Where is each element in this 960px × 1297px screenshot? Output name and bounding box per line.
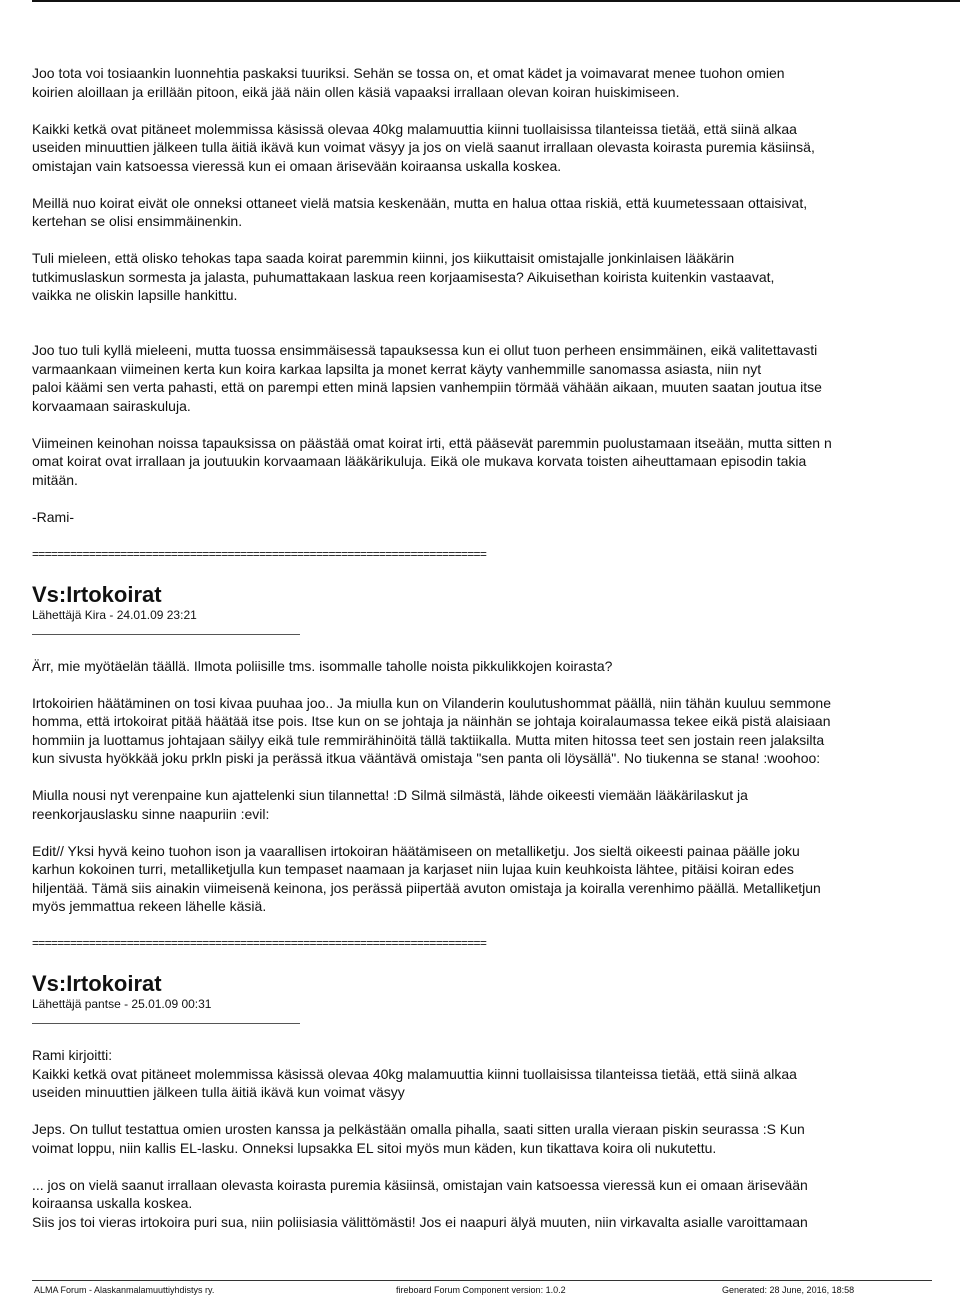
text-line: Joo tota voi tosiaankin luonnehtia paskaksi tuuriksi. Sehän se tossa on, et omat kädet ja voimavarat menee tuohon omien [32,65,785,81]
text-line: hommiin ja luottamus johtajaan säilyy eikä tule remmirähinöitä tällä taktiikalla. Mutta miten hitossa teet sen jostain reen jalaksilta [32,731,825,748]
post1-paragraph-3 [32,786,960,823]
text-line: Joo tuo tuli kyllä mieleeni, mutta tuossa ensimmäisessä tapauksessa kun ei ollut tuon perheen ensimmäinen, eikä valitettavasti [32,342,818,358]
text-line: Jeps. On tullut testattua omien urosten kanssa ja pelkästään omalla pihalla, saati sitten uralla vieraan piskin seurassa :S Kun [32,1121,805,1137]
meta-divider [32,1023,300,1024]
post-title: Vs:Irtokoirat [32,971,162,996]
post-meta: Lähettäjä Kira - 24.01.09 23:21 [32,607,197,622]
post1-paragraph-4 [32,842,960,916]
intro-paragraph-3 [32,194,960,231]
intro-paragraph-1 [32,64,960,101]
text-line: Viimeinen keinohan noissa tapauksissa on päästää omat koirat irti, että pääsevät paremmin puolustamaan itseään, mutta sitten n [32,434,832,451]
text-line: mitään. [32,471,78,488]
intro-paragraph-5 [32,341,960,415]
text-line: tutkimuslaskun sormesta ja jalasta, puhumattakaan laskua reen korjaamisesta? Aikuisethan koirista kuitenkin vastaavat, [32,268,775,285]
text-line: Meillä nuo koirat eivät ole onneksi ottaneet vielä matsia keskenään, mutta en halua ottaa riskiä, että kuumetessaan ottaisivat, [32,194,808,211]
text-line: kun sivusta hyökkää joku prkln piski ja perässä itkua vääntävä omistaja "sen panta oli löysällä". No tiukenna se stana! :woohoo: [32,750,821,766]
spacer [32,323,960,341]
text-line: omat koirat ovat irrallaan ja joutuukin korvaamaan lääkärikuluja. Eikä ole mukava korvata toisten aiheuttamaan episodin takia [32,453,807,469]
document-body [32,64,960,1231]
post2-paragraph-2 [32,1176,960,1232]
post-separator: ======================================================================== [32,546,487,561]
text-line: Ärr, mie myötäelän täällä. Ilmota poliisille tms. isommalle taholle noista pikkulikkojen koirasta? [32,657,613,674]
text-line: reenkorjauslasku sinne naapuriin :evil: [32,805,270,822]
text-line: Tuli mieleen, että olisko tehokas tapa saada koirat paremmin kiinni, jos kiikuttaisit omistajalle jonkinlaisen lääkärin [32,250,735,266]
quote-line: useiden minuuttien jälkeen tulla äitiä ikävä kun voimat väsyy [32,1084,405,1100]
post1-paragraph-1 [32,657,960,676]
text-line: voimat loppu, niin kallis EL-lasku. Onneksi lupsakka EL sitoi myös mun käden, kun tikattava koira oli nukutettu. [32,1139,717,1156]
meta-divider [32,634,300,635]
quote-block [32,1046,960,1102]
quote-heading: Rami kirjoitti: [32,1047,113,1063]
text-line: kertehan se olisi ensimmäinenkin. [32,213,243,229]
text-line: omistajan vain katsoessa vieressä kun ei omaan ärisevään koiraansa uskalla koskea. [32,157,562,174]
text-line: paloi käämi sen verta pahasti, että on parempi etten minä lapsien vanhempiin törmää vähään aikaan, muuten saatan joutua itse [32,379,822,395]
intro-paragraph-4 [32,249,960,305]
quote-line: Kaikki ketkä ovat pitäneet molemmissa käsissä olevaa 40kg malamuuttia kiinni tuollaisissa tilanteissa tietää, että siinä alkaa [32,1065,797,1082]
text-line: homma, että irtokoirat pitää häätää itse pois. Itse kun on se johtaja ja näinhän se johtaja koiralaumassa tekee eikä pistä alaisiaan [32,713,831,729]
page-footer [32,1280,932,1295]
text-line: Miulla nousi nyt verenpaine kun ajattelenki siun tilannetta! :D Silmä silmästä, lähde oikeesti viemään lääkärilaskut ja [32,787,748,803]
intro-paragraph-6 [32,434,960,490]
signature: -Rami- [32,508,74,525]
text-line: hiljentää. Tämä siis ainakin viimeisenä keinona, jos perässä piipertää avuton omistaja ja koiralla verenhimo päällä. Metalliketjun [32,879,821,896]
text-line: Kaikki ketkä ovat pitäneet molemmissa käsissä olevaa 40kg malamuuttia kiinni tuollaisissa tilanteissa tietää, että siinä alkaa [32,120,797,137]
footer-forum-name: ALMA Forum - Alaskanmalamuuttiyhdistys ry. [34,1285,215,1295]
text-line: karhun kokoinen turri, metalliketjulla kun tempaset naamaan ja karjaset niin lujaa kuin keuhkoista lähtee, pitäisi koiran edes [32,861,794,877]
post-title: Vs:Irtokoirat [32,581,162,607]
text-line: Edit// Yksi hyvä keino tuohon ison ja vaarallisen irtokoiran häätämiseen on metalliketju. Jos sieltä oikeesti painaa päälle joku [32,842,800,859]
footer-component-version: fireboard Forum Component version: 1.0.2 [396,1285,566,1295]
text-line: vaikka ne oliskin lapsille hankittu. [32,287,238,303]
text-line: koiraansa uskalla koskea. [32,1195,193,1211]
text-line: koirien aloillaan ja erillään pitoon, eikä jää näin ollen käsiä vapaaksi irrallaan olevan koiran huiskimiseen. [32,83,680,100]
text-line: korvaamaan sairaskuluja. [32,397,191,414]
post1-paragraph-2 [32,694,960,768]
post2-paragraph-1 [32,1120,960,1157]
footer-generated-date: Generated: 28 June, 2016, 18:58 [722,1285,855,1295]
top-rule [32,0,960,2]
post-meta: Lähettäjä pantse - 25.01.09 00:31 [32,997,212,1011]
text-line: ... jos on vielä saanut irrallaan olevasta koirasta puremia käsiinsä, omistajan vain katsoessa vieressä kun ei omaan ärisevään [32,1176,808,1193]
post-separator: ======================================================================== [32,936,487,950]
text-line: varmaankaan viimeinen kerta kun koira karkaa lapsilta ja monet kerrat käyty vanhemmille sanomassa asiasta, niin nyt [32,360,762,377]
text-line: useiden minuuttien jälkeen tulla äitiä ikävä kun voimat väsyy ja jos on vielä saanut irrallaan olevasta koirasta puremia käsiinsä, [32,139,815,155]
text-line: Siis jos toi vieras irtokoira puri sua, niin poliisiasia välittömästi! Jos ei naapuri älyä muuten, niin virkavalta asialle varoittamaan [32,1213,808,1230]
text-line: myös jemmattua rekeen lähelle käsiä. [32,898,267,914]
intro-paragraph-2 [32,120,960,176]
text-line: Irtokoirien häätäminen on tosi kivaa puuhaa joo.. Ja miulla kun on Vilanderin koulutushommat päällä, niin tähän kuuluu semmone [32,694,832,711]
